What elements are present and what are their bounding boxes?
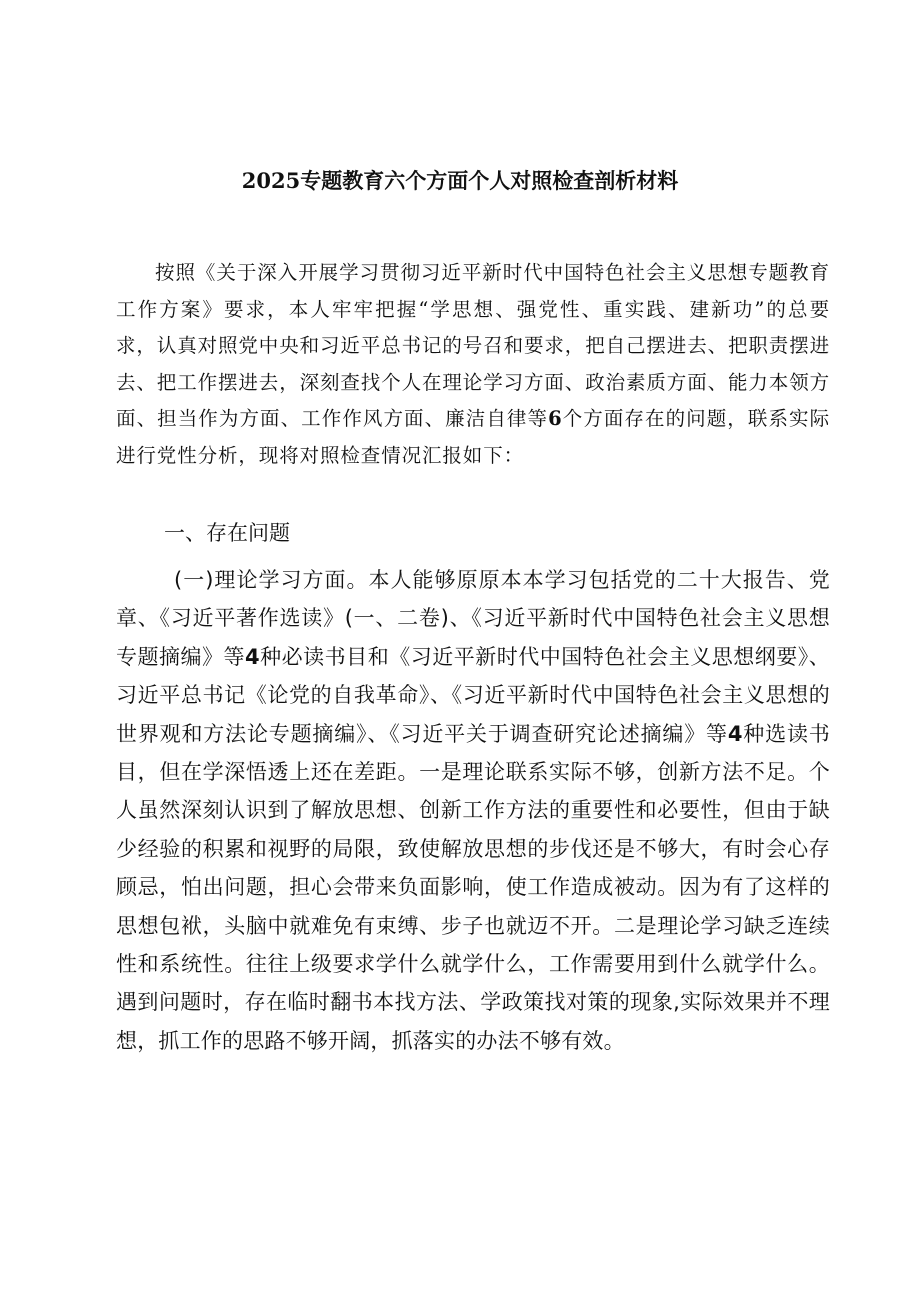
intro-text-part1: 按照《关于深入开展学习贯彻习近平新时代中国特色社会主义思想专题教育工作方案》要求，本人牢牢把握“学思想、强党性、重实践、建新功”的总要求，认真对照党中央和习近平总书记的号召和要求，把自己摆进去、把职责摆进去、把工作摆进去，深刻查找个人在理论学习方面、政治素质方面、能力本领方面、担当作为方面、工作作风方面、廉洁自律等 xyxy=(116,261,831,430)
optional-books-count: 4 xyxy=(727,721,743,746)
intro-text-part2: 个方面存在的问题，联系实际进行党性分析，现将对照检查情况汇报如下： xyxy=(116,407,830,467)
document-title: 2025专题教育六个方面个人对照检查剖析材料 xyxy=(241,168,679,193)
theory-study-paragraph xyxy=(116,561,830,1060)
paragraph-text-part2: 种必读书目和《习近平新时代中国特色社会主义思想纲要》、习近平总书记《论党的自我革命》、《习近平新时代中国特色社会主义思想的世界观和方法论专题摘编》、《习近平关于调查研究论述摘编》等 xyxy=(116,644,831,746)
paragraph-text-part3: 种选读书目，但在学深悟透上还在差距。一是理论联系实际不够，创新方法不足。个人虽然深刻认识到了解放思想、创新工作方法的重要性和必要性，但由于缺少经验的积累和视野的局限，致使解放思想的步伐还是不够大，有时会心存顾忌，怕出问题，担心会带来负面影响，使工作造成被动。因为有了这样的思想包袱，头脑中就难免有束缚、步子也就迈不开。二是理论学习缺乏连续性和系统性。往往上级要求学什么就学什么，工作需要用到什么就学什么。遇到问题时，存在临时翻书本找方法、学政策找对策的现象,实际效果并不理想，抓工作的思路不够开阔，抓落实的办法不够有效。 xyxy=(116,721,830,1053)
intro-paragraph xyxy=(116,255,830,474)
section-heading: 一、存在问题 xyxy=(164,521,290,545)
required-books-count: 4 xyxy=(245,644,260,669)
paragraph-text-part1: (一)理论学习方面。本人能够原原本本学习包括党的二十大报告、党章、《习近平著作选读》(一、二卷)、《习近平新时代中国特色社会主义思想专题摘编》等 xyxy=(116,568,830,669)
intro-count: 6 xyxy=(548,407,563,430)
